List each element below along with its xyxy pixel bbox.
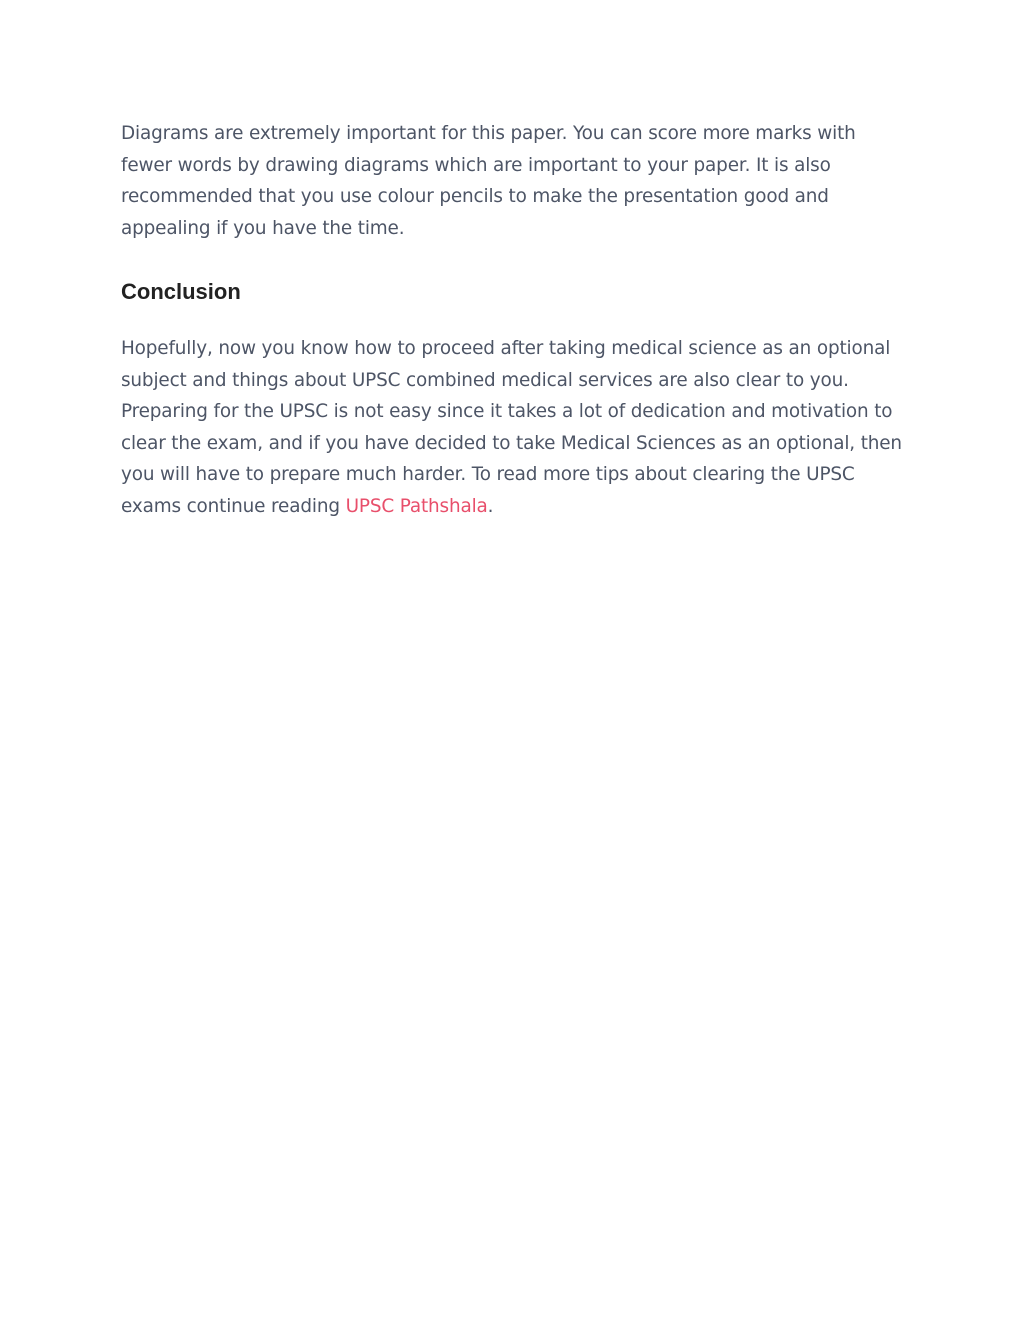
article-body [121,118,911,522]
conclusion-paragraph [121,333,911,522]
conclusion-paragraph-text: Hopefully, now you know how to proceed after taking medical science as an optional subject and things about UPSC combined medical services are also clear to you. Preparing for the UPSC is not easy since it takes a lot of dedication and motivation to clear the exam, and if you have decided to take Medical Sciences as an optional, then you will have to prepare much harder. To read more tips about clearing the UPSC exams continue reading [121,338,902,517]
intro-paragraph: Diagrams are extremely important for this paper. You can score more marks with fewer words by drawing diagrams which are important to your paper. It is also recommended that you use colour pencils to make the presentation good and appealing if you have the time. [121,123,856,239]
conclusion-heading: Conclusion [121,279,241,304]
conclusion-trailing-period: . [487,495,494,517]
upsc-pathshala-link[interactable]: UPSC Pathshala [345,495,488,517]
